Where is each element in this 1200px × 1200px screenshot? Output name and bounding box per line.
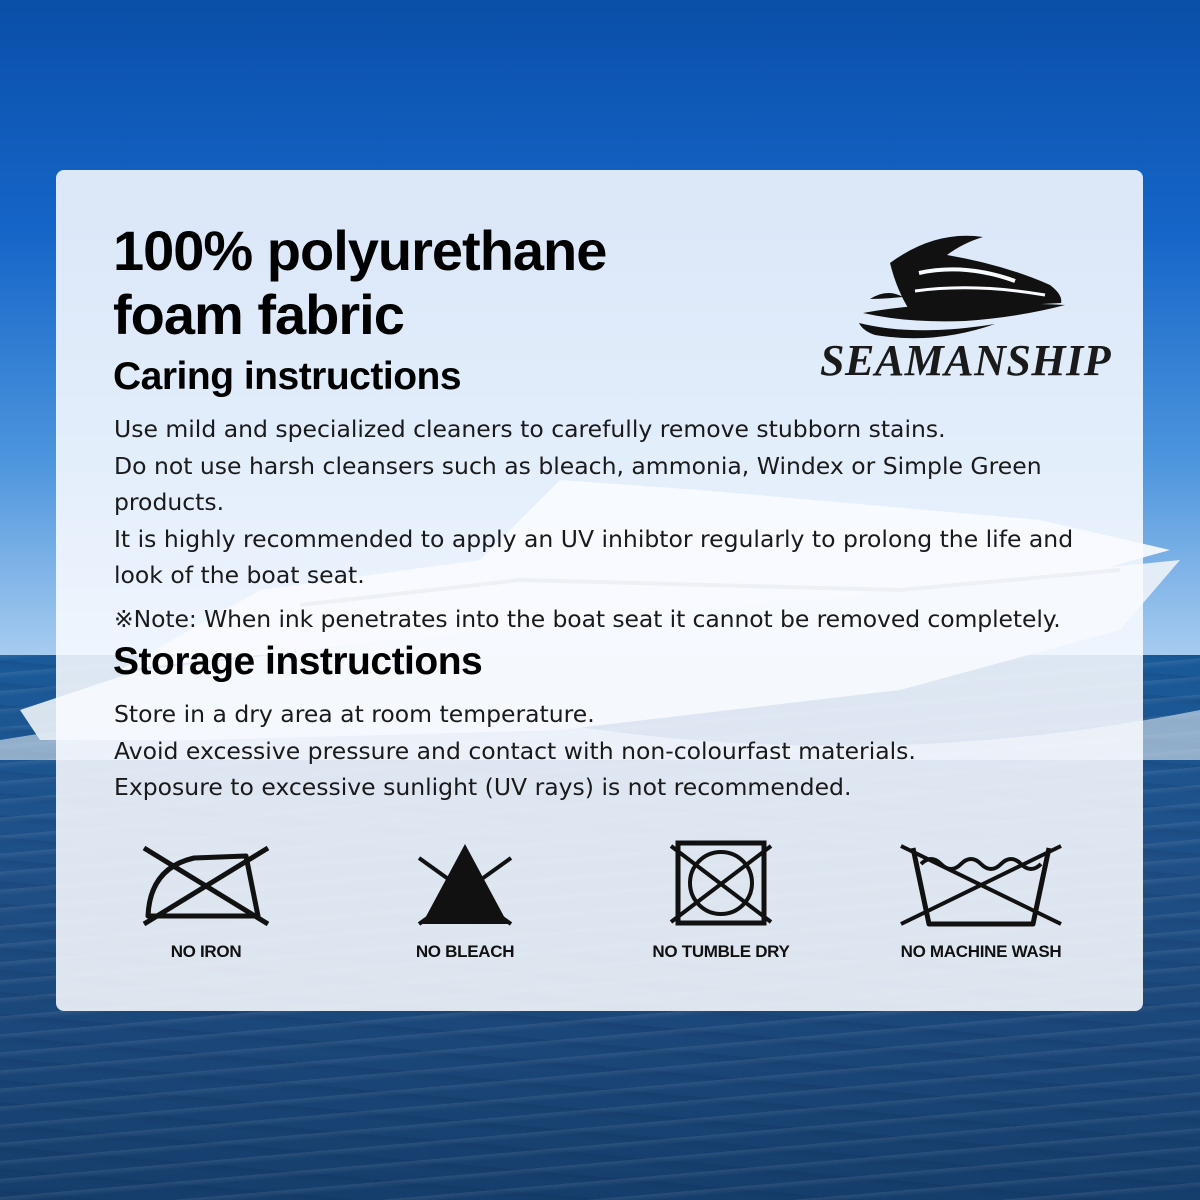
storage-instructions (114, 696, 1084, 806)
no-bleach-icon (395, 838, 535, 928)
care-label: NO BLEACH (415, 942, 515, 961)
care-symbol-no-machine-wash (861, 838, 1101, 962)
care-label: NO TUMBLE DRY (652, 942, 790, 961)
storage-line: Exposure to excessive sunlight (UV rays) is not recommended. (114, 773, 852, 801)
storage-line: Store in a dry area at room temperature. (114, 700, 595, 728)
care-label: NO IRON (170, 942, 242, 961)
title-line-2: foam fabric (113, 283, 404, 346)
caring-line: Do not use harsh cleansers such as bleach, ammonia, Windex or Simple Green products. (114, 451, 1042, 516)
caring-line: It is highly recommended to apply an UV inhibtor regularly to prolong the life and look of the boat seat. (114, 524, 1074, 589)
caring-instructions (114, 411, 1084, 594)
storage-heading: Storage instructions (113, 640, 483, 683)
care-symbol-no-bleach (345, 838, 585, 962)
care-symbol-no-tumble-dry (601, 838, 841, 962)
ink-note: ※Note: When ink penetrates into the boat seat it cannot be removed completely. (114, 605, 1061, 633)
storage-line: Avoid excessive pressure and contact with non-colourfast materials. (114, 736, 916, 765)
brand-name: SEAMANSHIP (820, 336, 1112, 385)
product-title (113, 219, 606, 347)
no-iron-icon (136, 838, 276, 928)
title-line-1: 100% polyurethane (113, 219, 607, 282)
caring-heading: Caring instructions (113, 355, 462, 398)
no-tumble-dry-icon (651, 838, 791, 928)
care-label: NO MACHINE WASH (900, 942, 1062, 961)
no-machine-wash-icon (891, 838, 1071, 928)
caring-line: Use mild and specialized cleaners to carefully remove stubborn stains. (114, 415, 946, 443)
care-symbol-no-iron (86, 838, 326, 962)
